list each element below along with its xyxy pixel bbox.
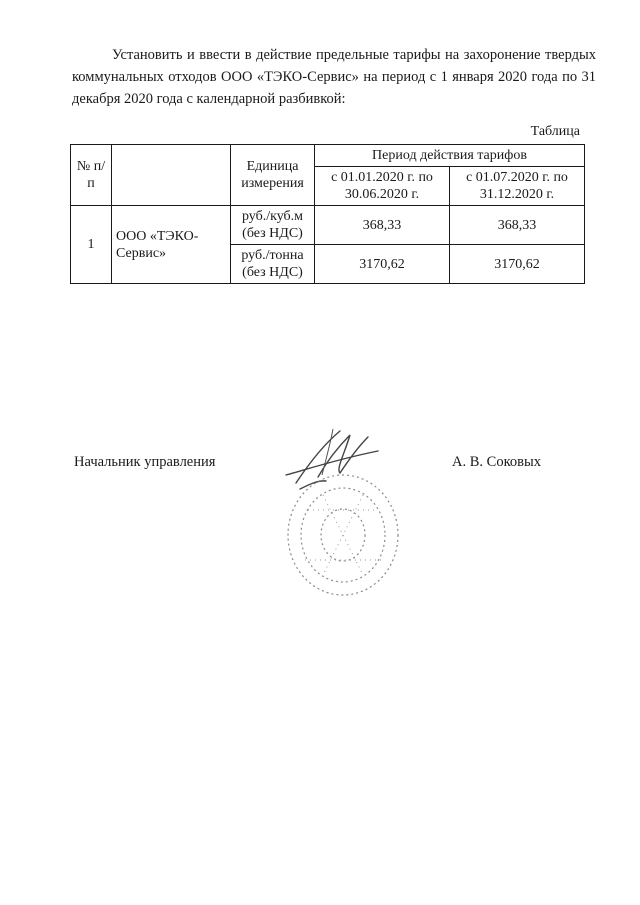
row-value-1-2: 368,33 — [450, 206, 585, 245]
signer-name: А. В. Соковых — [452, 454, 541, 470]
header-period-1: с 01.01.2020 г. по 30.06.2020 г. — [315, 167, 450, 206]
intro-paragraph: Установить и ввести в действие предельные тарифы на захоронение твердых коммунальных отходов ООО «ТЭКО-Сервис» на период с 1 января 2020 года по 31 декабря 2020 года с календарной разбивкой: — [72, 47, 596, 107]
row-value-2-2: 3170,62 — [450, 245, 585, 284]
header-period: Период действия тарифов — [315, 145, 585, 167]
header-period-2: с 01.07.2020 г. по 31.12.2020 г. — [450, 167, 585, 206]
table-row — [71, 206, 585, 245]
stamp-icon — [283, 470, 403, 600]
row-value-2-1: 3170,62 — [315, 245, 450, 284]
table-caption: Таблица — [530, 124, 580, 139]
header-unit: Единица измерения — [231, 145, 315, 206]
row-num: 1 — [71, 206, 112, 284]
table-header-row — [71, 145, 585, 167]
signer-role: Начальник управления — [74, 454, 216, 470]
row-unit-2: руб./тонна (без НДС) — [231, 245, 315, 284]
row-value-1-1: 368,33 — [315, 206, 450, 245]
header-org — [112, 145, 231, 206]
header-num: № п/п — [71, 145, 112, 206]
row-unit-1: руб./куб.м (без НДС) — [231, 206, 315, 245]
row-org: ООО «ТЭКО-Сервис» — [112, 206, 231, 284]
tariff-table — [70, 144, 585, 284]
